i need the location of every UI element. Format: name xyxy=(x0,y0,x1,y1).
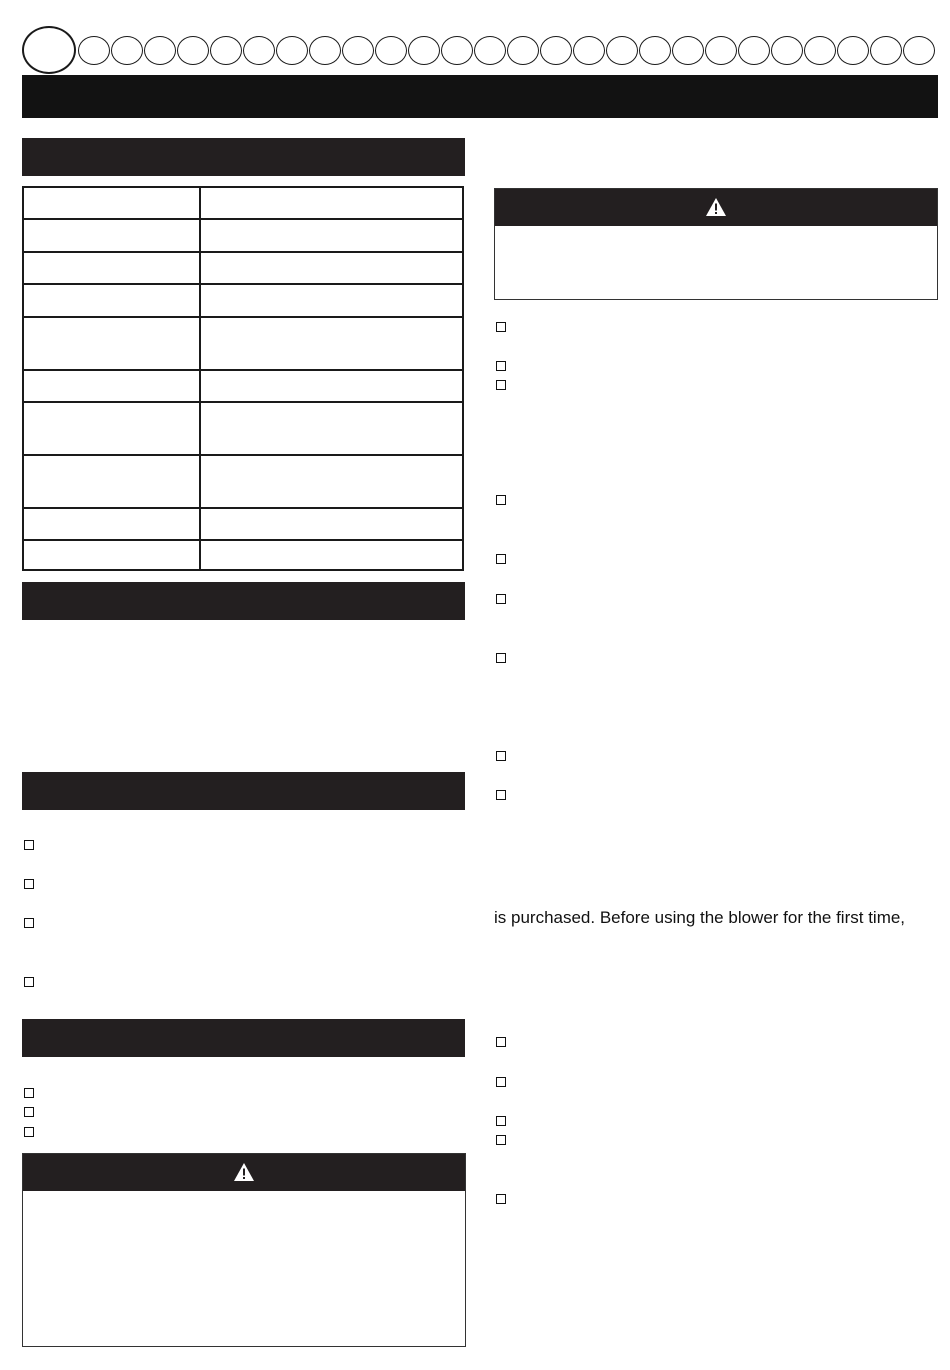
language-tab[interactable] xyxy=(870,36,902,65)
language-tab[interactable] xyxy=(111,36,143,65)
language-tab[interactable] xyxy=(738,36,770,65)
language-tab[interactable] xyxy=(144,36,176,65)
page-title-bar xyxy=(22,75,938,118)
warning-triangle-icon xyxy=(705,197,727,217)
bullet xyxy=(496,361,506,371)
bullet xyxy=(496,1116,506,1126)
language-tab[interactable] xyxy=(441,36,473,65)
language-tab[interactable] xyxy=(771,36,803,65)
bullet xyxy=(496,594,506,604)
section-header-package-contents xyxy=(22,1019,465,1057)
spec-table-row-line xyxy=(24,369,462,371)
language-tab[interactable] xyxy=(606,36,638,65)
language-tab[interactable] xyxy=(177,36,209,65)
language-tab[interactable] xyxy=(375,36,407,65)
body-text-fragment: is purchased. Before using the blower for the first time, xyxy=(494,908,906,927)
bullet xyxy=(496,322,506,332)
bullet xyxy=(496,380,506,390)
language-tab[interactable] xyxy=(474,36,506,65)
bullet xyxy=(496,751,506,761)
language-tab[interactable] xyxy=(507,36,539,65)
warning-box xyxy=(494,188,938,300)
spec-table-row-line xyxy=(24,507,462,509)
spec-table-row-line xyxy=(24,539,462,541)
bullet xyxy=(496,653,506,663)
spec-table-row-line xyxy=(24,316,462,318)
spec-table-row-line xyxy=(24,401,462,403)
language-tab[interactable] xyxy=(309,36,341,65)
bullet xyxy=(496,1194,506,1204)
language-tab[interactable] xyxy=(837,36,869,65)
spec-table-row-line xyxy=(24,454,462,456)
bullet xyxy=(496,790,506,800)
spec-table-divider xyxy=(199,188,201,569)
bullet xyxy=(24,1127,34,1137)
warning-header xyxy=(495,189,937,226)
language-tab[interactable] xyxy=(243,36,275,65)
language-tab[interactable] xyxy=(903,36,935,65)
bullet xyxy=(24,977,34,987)
spec-table xyxy=(22,186,464,571)
section-header-specifications xyxy=(22,138,465,176)
language-tab[interactable] xyxy=(342,36,374,65)
language-tab[interactable] xyxy=(210,36,242,65)
bullet xyxy=(24,879,34,889)
bullet xyxy=(496,554,506,564)
bullet xyxy=(24,1107,34,1117)
bullet xyxy=(496,1037,506,1047)
spec-table-row-line xyxy=(24,251,462,253)
language-tab[interactable] xyxy=(573,36,605,65)
bullet xyxy=(24,918,34,928)
warning-box xyxy=(22,1153,466,1347)
warning-header xyxy=(23,1154,465,1191)
bullet xyxy=(24,1088,34,1098)
spec-table-row-line xyxy=(24,218,462,220)
language-tab[interactable] xyxy=(276,36,308,65)
spec-table-row-line xyxy=(24,283,462,285)
section-header-safety-rules xyxy=(22,772,465,810)
warning-triangle-icon xyxy=(233,1162,255,1182)
language-tab[interactable] xyxy=(639,36,671,65)
language-tab[interactable] xyxy=(408,36,440,65)
language-tab[interactable] xyxy=(705,36,737,65)
language-tab[interactable] xyxy=(540,36,572,65)
language-tab[interactable] xyxy=(804,36,836,65)
bullet xyxy=(24,840,34,850)
section-header-intended-use xyxy=(22,582,465,620)
bullet xyxy=(496,495,506,505)
bullet xyxy=(496,1077,506,1087)
language-tab[interactable] xyxy=(78,36,110,65)
bullet xyxy=(496,1135,506,1145)
language-tab-active[interactable] xyxy=(22,26,76,74)
language-tab[interactable] xyxy=(672,36,704,65)
